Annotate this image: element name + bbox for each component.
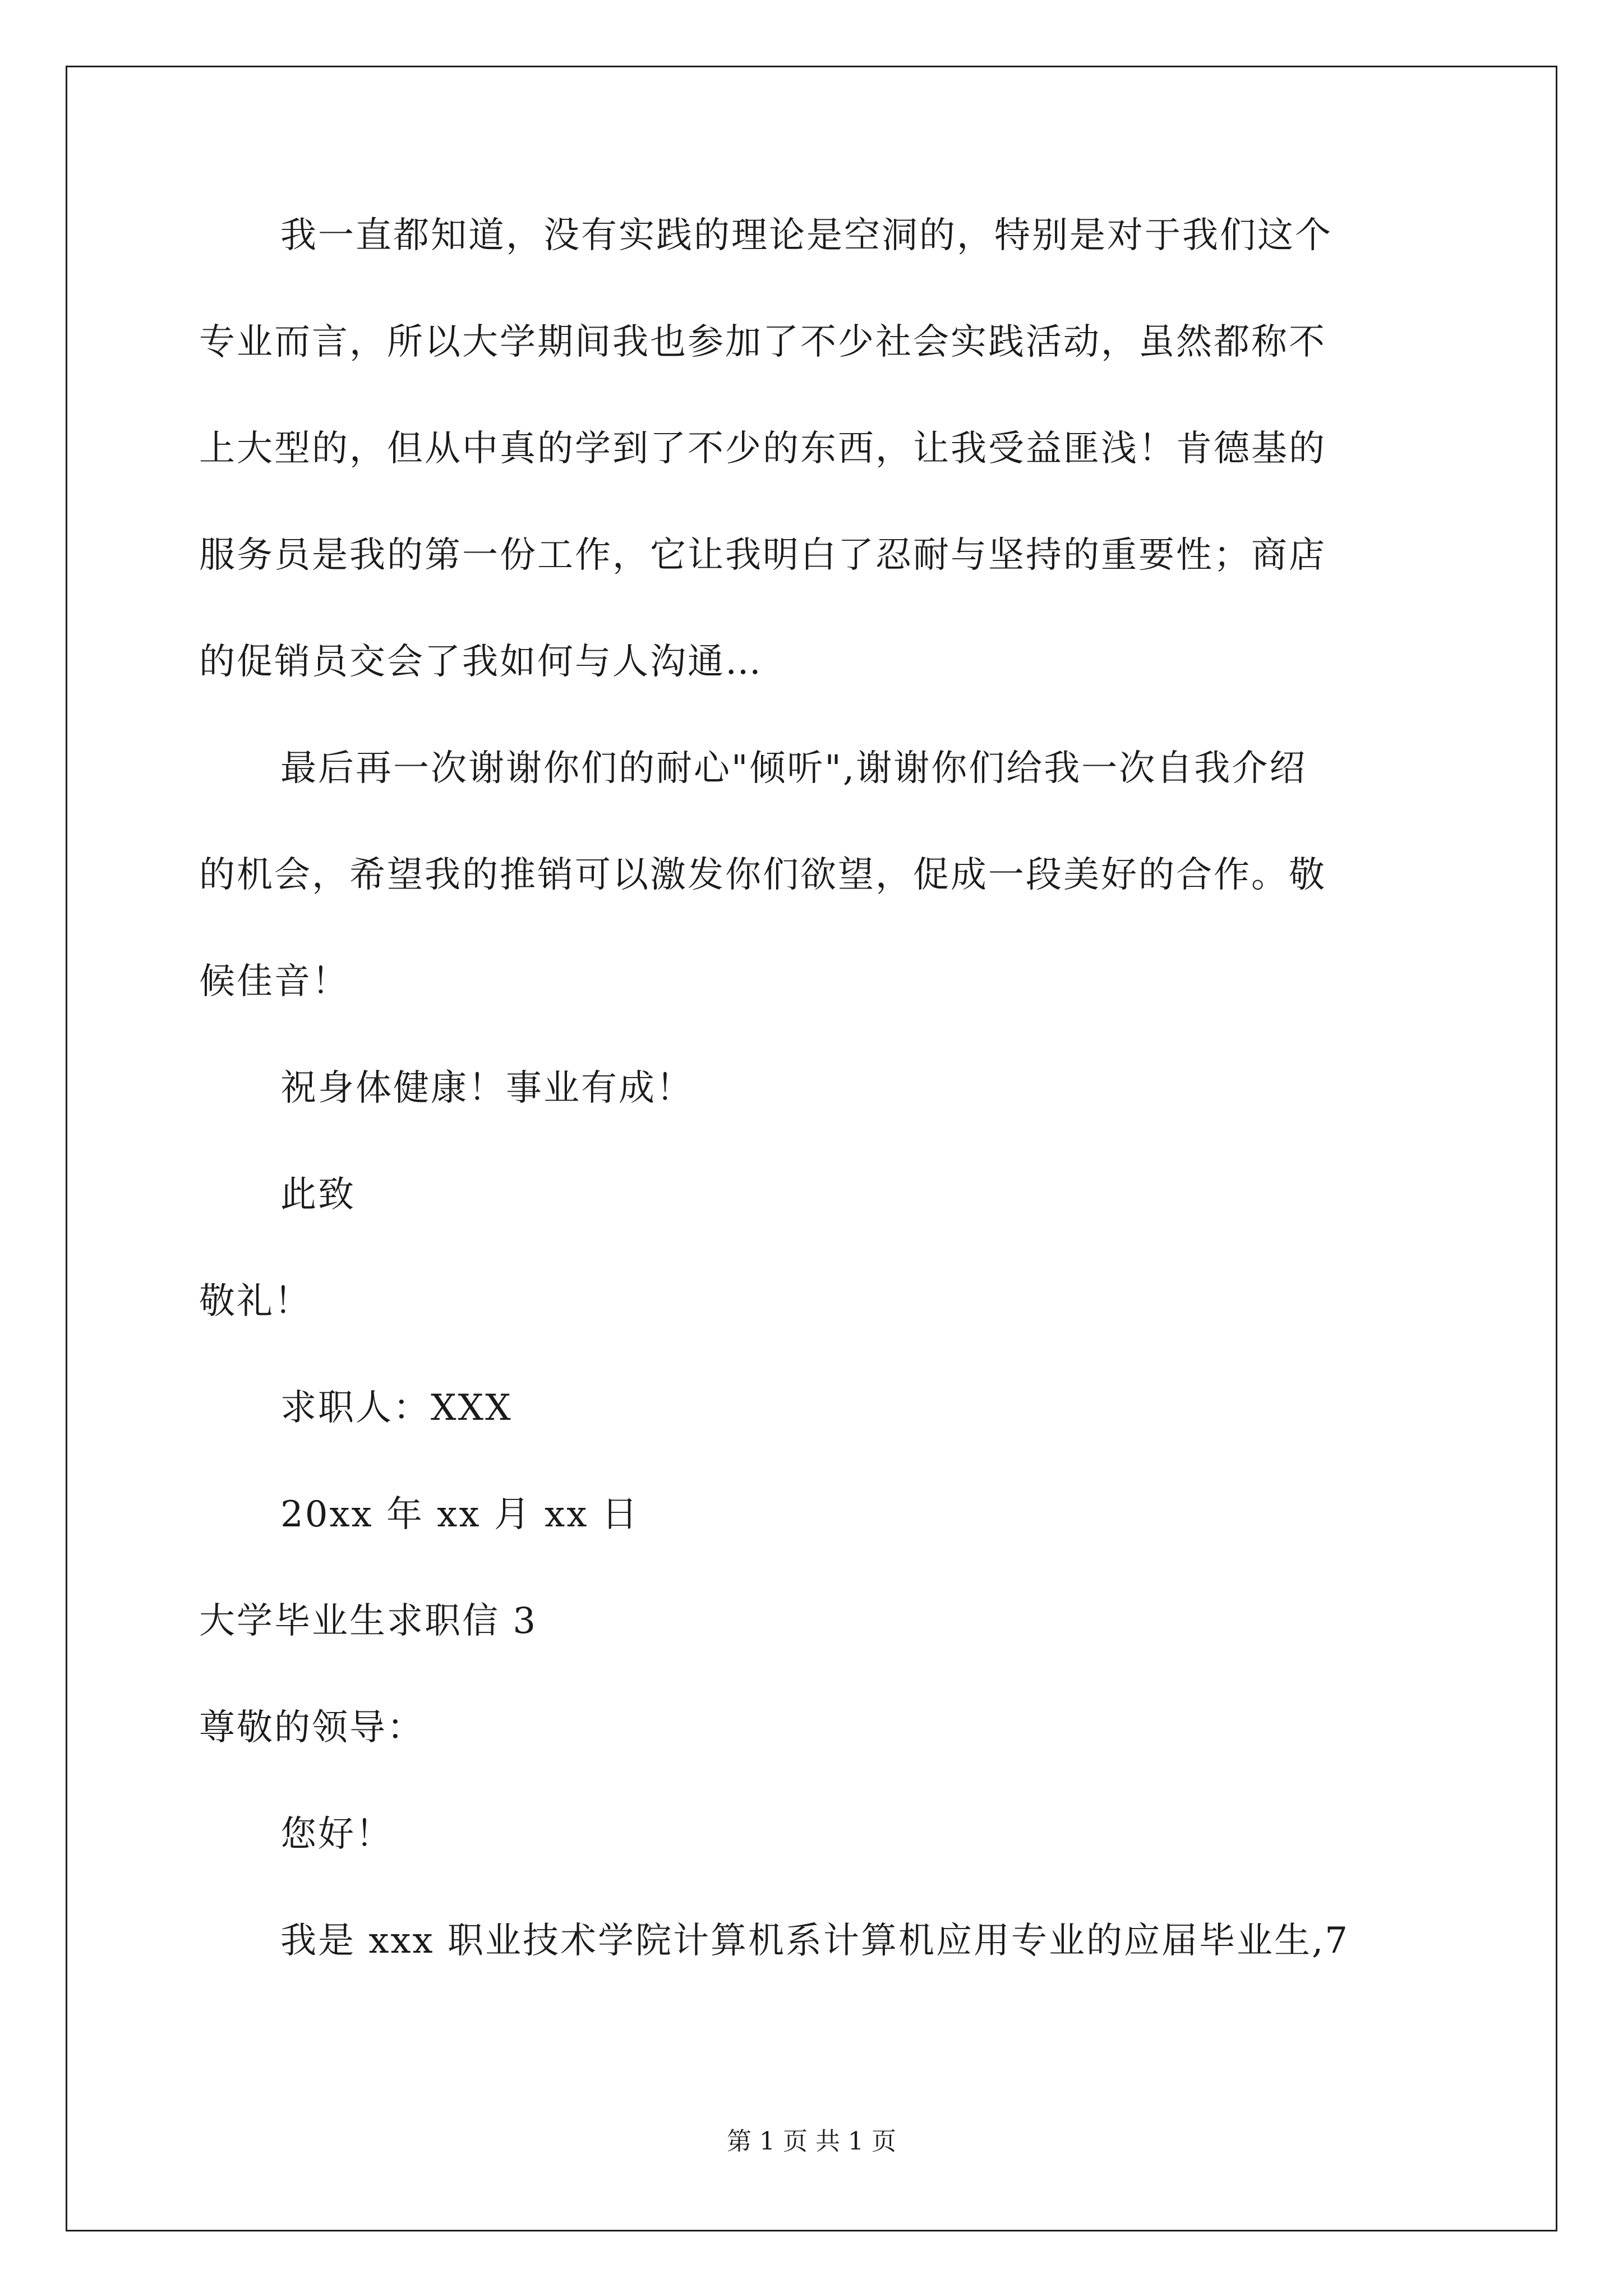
page-border [66, 66, 1557, 2231]
closing-cizhi: 此致 [280, 1174, 356, 1216]
paragraph-1-line-4: 服务员是我的第一份工作，它让我明白了忍耐与坚持的重要性；商店 [199, 535, 1326, 576]
paragraph-1-line-5: 的促销员交会了我如何与人沟通… [199, 641, 763, 683]
wishes-line: 祝身体健康！事业有成！ [280, 1068, 694, 1109]
paragraph-2-line-2: 的机会，希望我的推销可以激发你们欲望，促成一段美好的合作。敬 [199, 854, 1326, 896]
closing-jingli: 敬礼！ [199, 1281, 312, 1322]
paragraph-2-line-3: 候佳音！ [199, 961, 349, 1002]
applicant-line: 求职人：XXX [280, 1387, 513, 1429]
section-title: 大学毕业生求职信 3 [199, 1600, 538, 1642]
salutation: 尊敬的领导： [199, 1707, 425, 1749]
page-number-footer: 第 1 页 共 1 页 [727, 2127, 896, 2156]
paragraph-1-line-1: 我一直都知道，没有实践的理论是空洞的，特别是对于我们这个 [280, 215, 1332, 256]
intro-line: 我是 xxx 职业技术学院计算机系计算机应用专业的应届毕业生,7 [280, 1920, 1350, 1962]
greeting: 您好！ [280, 1814, 393, 1855]
paragraph-1-line-2: 专业而言，所以大学期间我也参加了不少社会实践活动，虽然都称不 [199, 321, 1326, 363]
paragraph-2-line-1: 最后再一次谢谢你们的耐心"倾听",谢谢你们给我一次自我介绍 [280, 748, 1307, 789]
date-line: 20xx 年 xx 月 xx 日 [280, 1494, 639, 1535]
paragraph-1-line-3: 上大型的，但从中真的学到了不少的东西，让我受益匪浅！肯德基的 [199, 428, 1326, 470]
